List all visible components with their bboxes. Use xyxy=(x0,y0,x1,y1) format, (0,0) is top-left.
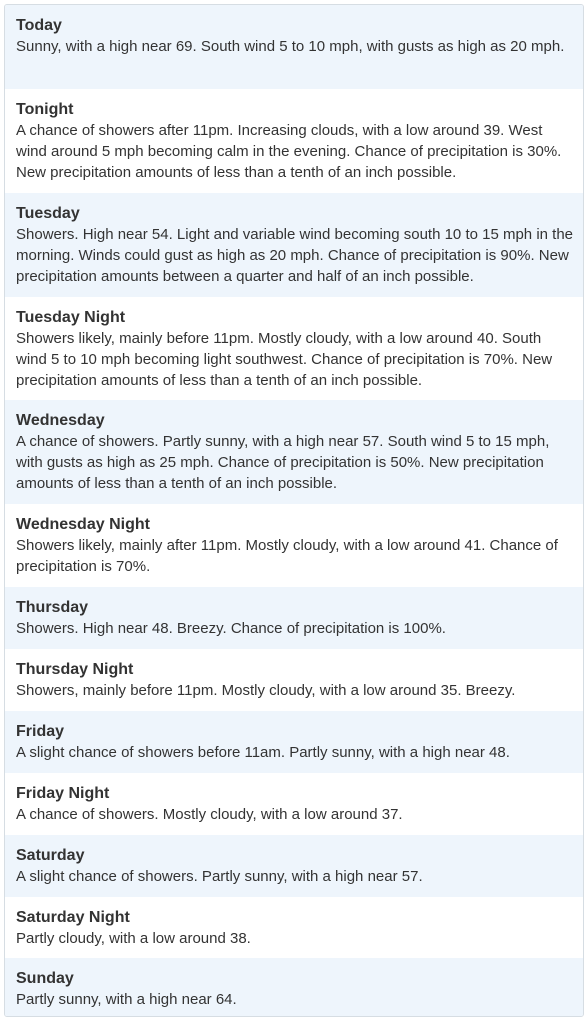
forecast-row-wednesday xyxy=(5,400,583,504)
period-forecast-text: Showers. High near 48. Breezy. Chance of precipitation is 100%. xyxy=(16,620,446,637)
forecast-row-today xyxy=(5,5,583,89)
period-forecast-text: Showers, mainly before 11pm. Mostly cloudy, with a low around 35. Breezy. xyxy=(16,682,516,699)
period-name: Wednesday Night xyxy=(16,516,150,533)
period-forecast-text: A slight chance of showers. Partly sunny, with a high near 57. xyxy=(16,868,423,885)
period-name: Saturday Night xyxy=(16,909,130,926)
period-forecast-text: A chance of showers. Mostly cloudy, with a low around 37. xyxy=(16,806,403,823)
period-forecast-text: A slight chance of showers before 11am. Partly sunny, with a high near 48. xyxy=(16,744,510,761)
period-forecast-text: A chance of showers. Partly sunny, with a high near 57. South wind 5 to 15 mph, with gusts as high as 25 mph. Chance of precipitation is 50%. New precipitation amounts of less than a tenth of an inch possible. xyxy=(16,433,550,492)
period-forecast-text: Partly sunny, with a high near 64. xyxy=(16,991,237,1008)
period-name: Friday xyxy=(16,723,65,740)
forecast-row-friday xyxy=(5,711,583,773)
period-name: Saturday xyxy=(16,847,85,864)
period-name: Sunday xyxy=(16,970,74,987)
forecast-row-saturday xyxy=(5,835,583,897)
period-forecast-text: Partly cloudy, with a low around 38. xyxy=(16,930,251,947)
period-name: Tuesday xyxy=(16,205,80,222)
forecast-row-sunday xyxy=(5,958,583,1017)
period-forecast-text: Sunny, with a high near 69. South wind 5 to 10 mph, with gusts as high as 20 mph. xyxy=(16,38,565,55)
forecast-row-tuesday-night xyxy=(5,297,583,400)
period-name: Thursday xyxy=(16,599,89,616)
period-name: Tonight xyxy=(16,101,74,118)
detailed-forecast-panel xyxy=(4,4,584,1017)
period-forecast-text: Showers likely, mainly after 11pm. Mostly cloudy, with a low around 41. Chance of precipitation is 70%. xyxy=(16,537,558,575)
forecast-row-thursday-night xyxy=(5,649,583,711)
period-name: Tuesday Night xyxy=(16,309,126,326)
period-name: Wednesday xyxy=(16,412,105,429)
forecast-row-wednesday-night xyxy=(5,504,583,587)
forecast-row-thursday xyxy=(5,587,583,649)
period-name: Friday Night xyxy=(16,785,110,802)
period-forecast-text: Showers likely, mainly before 11pm. Mostly cloudy, with a low around 40. South wind 5 to 10 mph becoming light southwest. Chance of precipitation is 70%. New precipitation amounts of less than a tenth of an inch possible. xyxy=(16,330,553,389)
forecast-row-tonight xyxy=(5,89,583,193)
forecast-row-saturday-night xyxy=(5,897,583,958)
period-forecast-text: Showers. High near 54. Light and variable wind becoming south 10 to 15 mph in the morning. Winds could gust as high as 20 mph. Chance of precipitation is 90%. New precipitation amounts between a quarter and half of an inch possible. xyxy=(16,226,574,285)
period-name: Thursday Night xyxy=(16,661,134,678)
period-name: Today xyxy=(16,17,62,34)
forecast-row-friday-night xyxy=(5,773,583,835)
forecast-row-tuesday xyxy=(5,193,583,297)
period-forecast-text: A chance of showers after 11pm. Increasing clouds, with a low around 39. West wind around 5 mph becoming calm in the evening. Chance of precipitation is 30%. New precipitation amounts of less than a tenth of an inch possible. xyxy=(16,122,562,181)
